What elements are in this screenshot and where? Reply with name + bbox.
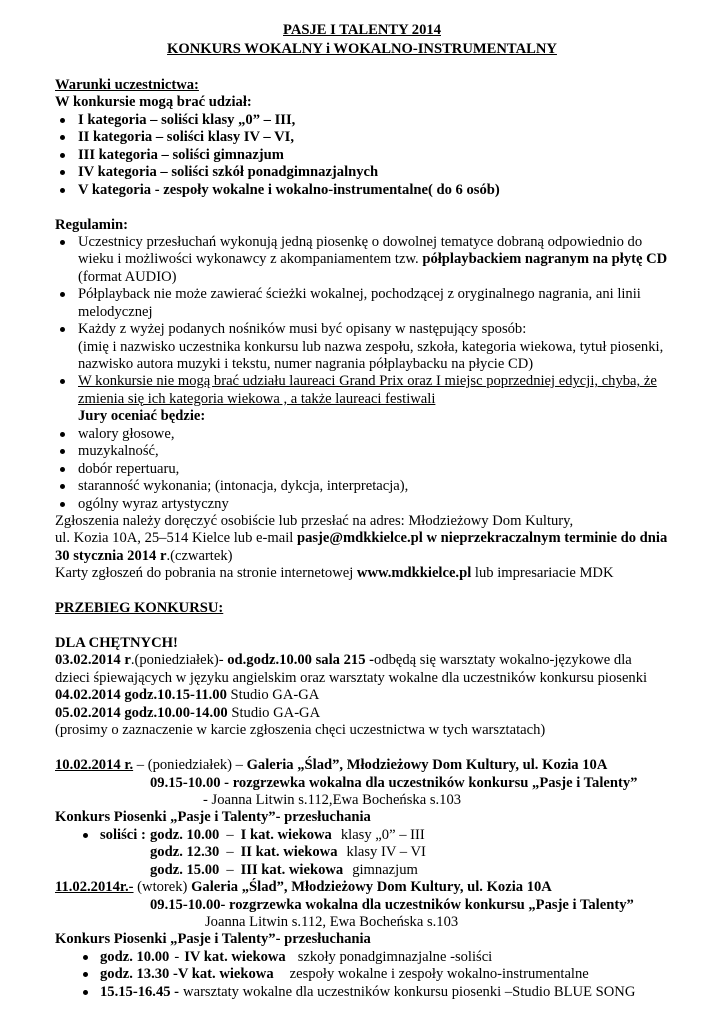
- bullet-icon: [83, 833, 88, 838]
- submission-intro: Zgłoszenia należy doręczyć osobiście lub przesłać na adres: Młodzieżowy Dom Kultury,: [55, 512, 574, 529]
- category-item: [55, 147, 724, 164]
- bullet-icon: [60, 432, 65, 437]
- rule-item: [55, 286, 724, 321]
- bullet-icon: [60, 467, 65, 472]
- slot-group: zespoły wokalne i zespoły wokalno-instrumentalne: [289, 966, 589, 983]
- jury-criterion: [55, 496, 724, 513]
- rule-text: melodycznej: [78, 303, 153, 320]
- bullet-icon: [60, 292, 65, 297]
- slot-time: godz. 10.00: [150, 826, 220, 843]
- deadline-weekday: .(czwartek): [166, 547, 233, 564]
- workshop-date: 03.02.2014 r: [55, 652, 131, 669]
- slot-time: godz. 15.00: [150, 861, 220, 878]
- bullet-icon: [60, 170, 65, 175]
- session-line: [55, 687, 724, 704]
- workshop-weekday: .(poniedziałek)-: [130, 652, 228, 669]
- bullet-icon: [60, 188, 65, 193]
- slot-group: szkoły ponadgimnazjalne -soliści: [297, 948, 493, 965]
- forms-text: Karty zgłoszeń do pobrania na stronie internetowej: [55, 565, 357, 582]
- day2-slot: [55, 966, 724, 983]
- rule-text: Każdy z wyżej podanych nośników musi być opisany w następujący sposób:: [78, 321, 527, 338]
- deadline-intro: w nieprzekraczalnym terminie do dnia: [422, 530, 668, 547]
- session-line: [55, 705, 724, 722]
- rule-text: nazwisko autora muzyki i tekstu, numer nagrania półplaybacku na płycie CD): [78, 356, 534, 372]
- jury-criterion-text: ogólny wyraz artystyczny: [78, 495, 229, 512]
- day1-weekday: – (poniedziałek) –: [133, 757, 247, 774]
- workshop-description: odbędą się warsztaty wokalno-językowe dla: [374, 652, 632, 669]
- rule-text-run: wieku i możliwości wykonawcy z akompaniamentem tzw.: [78, 251, 423, 268]
- submission-address: ul. Kozia 10A, 25–514 Kielce lub e-mail: [55, 530, 297, 547]
- rule-text: [78, 251, 724, 268]
- category-item: [55, 112, 724, 129]
- slot-dash: –: [226, 844, 234, 861]
- title-line: KONKURS WOKALNY i WOKALNO-INSTRUMENTALNY: [167, 40, 557, 57]
- forms-suffix: lub impresariacie MDK: [471, 565, 614, 582]
- day2-date: 11.02.2014r.-: [55, 879, 134, 896]
- slot-category: III kat. wiekowa: [240, 861, 344, 878]
- forms-line: [55, 565, 724, 582]
- workshop-line: [55, 652, 724, 669]
- day2-venue: Galeria „Ślad”, Młodzieżowy Dom Kultury, ul. Kozia 10A: [191, 879, 552, 896]
- day1-slot: [55, 827, 724, 844]
- contact-email-link[interactable]: pasje@mdkkielce.pl: [296, 530, 423, 547]
- website-link[interactable]: www.mdkkielce.pl: [356, 565, 472, 582]
- soloists-label: soliści :: [100, 826, 146, 843]
- category-text: I kategoria – soliści klasy „0” – III,: [78, 111, 296, 128]
- rule-text: zmienia się ich kategoria wiekowa , a także laureaci festiwali: [78, 390, 436, 407]
- session-when: 05.02.2014 godz.10.00-14.00: [55, 704, 228, 721]
- slot-category: IV kat. wiekowa: [184, 948, 286, 965]
- rule-text: W konkursie nie mogą brać udziału laureaci Grand Prix oraz I miejsc poprzedniej edycji, chyba, że: [78, 373, 657, 390]
- day2-auditions-heading: Konkurs Piosenki „Pasje i Talenty”- przesłuchania: [55, 931, 371, 948]
- slot-group: warsztaty wokalne dla uczestników konkursu piosenki –Studio BLUE SONG: [183, 983, 636, 1000]
- bullet-icon: [60, 118, 65, 123]
- rule-item: [55, 321, 724, 373]
- rule-item: [55, 234, 724, 286]
- day1-header: [55, 757, 724, 774]
- day1-auditions-heading: Konkurs Piosenki „Pasje i Talenty”- przesłuchania: [55, 809, 371, 826]
- slot-group: klasy IV – VI: [346, 844, 426, 861]
- jury-criterion-text: walory głosowe,: [78, 425, 175, 442]
- bullet-icon: [83, 955, 88, 960]
- conditions-heading: Warunki uczestnictwa:: [55, 77, 199, 93]
- day2-warmup: 09.15-10.00- rozgrzewka wokalna dla uczestników konkursu „Pasje i Talenty”: [150, 896, 634, 913]
- day1-warmup: 09.15-10.00 - rozgrzewka wokalna dla uczestników konkursu „Pasje i Talenty”: [150, 774, 638, 791]
- bullet-icon: [60, 240, 65, 245]
- rule-text: (format AUDIO): [78, 268, 177, 285]
- slot-category: I kat. wiekowa: [240, 826, 332, 843]
- bullet-icon: [60, 379, 65, 384]
- day2-weekday: (wtorek): [133, 879, 192, 896]
- category-text: III kategoria – soliści gimnazjum: [78, 146, 284, 163]
- day2-warmup-leaders: Joanna Litwin s.112, Ewa Bocheńska s.103: [205, 914, 459, 930]
- slot-time: 15.15-16.45 -: [100, 983, 180, 1000]
- optional-heading: DLA CHĘTNYCH!: [55, 635, 178, 651]
- document-title: [0, 21, 724, 58]
- bullet-icon: [83, 990, 88, 995]
- slot-time: godz. 10.00: [100, 948, 170, 965]
- day2-slot: [55, 984, 724, 1001]
- session-when: 04.02.2014 godz.10.15-11.00: [55, 687, 227, 704]
- deadline-line: [55, 548, 724, 565]
- category-item: [55, 164, 724, 181]
- bullet-icon: [60, 135, 65, 140]
- category-item: [55, 129, 724, 146]
- slot-time: godz. 12.30: [150, 844, 220, 861]
- rule-text: (imię i nazwisko uczestnika konkursu lub nazwa zespołu, szkoła, kategoria wiekowa, tytuł piosenki,: [78, 338, 664, 355]
- rule-item: [55, 373, 724, 408]
- day1-warmup-leaders: - Joanna Litwin s.112,Ewa Bocheńska s.103: [203, 791, 462, 808]
- submission-address-line: [55, 530, 724, 547]
- slot-category: II kat. wiekowa: [240, 844, 338, 861]
- jury-criterion-text: staranność wykonania; (intonacja, dykcja, interpretacja),: [78, 478, 409, 495]
- day1-date: 10.02.2014 r.: [55, 757, 134, 774]
- session-where: Studio GA-GA: [226, 687, 320, 704]
- bullet-icon: [60, 484, 65, 489]
- bullet-icon: [60, 153, 65, 158]
- slot-group: gimnazjum: [352, 861, 418, 878]
- jury-criterion: [55, 478, 724, 495]
- slot-dash: –: [226, 861, 234, 878]
- bullet-icon: [60, 449, 65, 454]
- bullet-icon: [60, 327, 65, 332]
- workshop-time-place: od.godz.10.00 sala 215 -: [227, 652, 375, 669]
- jury-criterion-text: muzykalność,: [78, 443, 159, 460]
- deadline-date: 30 stycznia 2014 r: [55, 547, 167, 564]
- workshop-description-line: dzieci śpiewających w języku angielskim oraz warsztaty wokalne dla uczestników konkursu piosenki: [55, 669, 648, 686]
- rule-text: Uczestnicy przesłuchań wykonują jedną piosenkę o dowolnej tematyce dobraną odpowiednio do: [78, 233, 643, 250]
- conditions-intro: W konkursie mogą brać udział:: [55, 94, 252, 111]
- category-text: IV kategoria – soliści szkół ponadgimnazjalnych: [78, 164, 379, 181]
- day2-header: [55, 879, 724, 896]
- day2-slot: [55, 949, 724, 966]
- slot-dash: -: [174, 948, 180, 965]
- jury-criterion-text: dobór repertuaru,: [78, 460, 180, 477]
- day1-slot: [55, 844, 724, 861]
- day1-venue: Galeria „Ślad”, Młodzieżowy Dom Kultury, ul. Kozia 10A: [246, 757, 608, 774]
- day1-slot: [55, 862, 724, 879]
- slot-dash: –: [226, 826, 234, 843]
- jury-heading: Jury oceniać będzie:: [78, 408, 206, 425]
- title-line: PASJE I TALENTY 2014: [283, 22, 441, 38]
- rule-emphasis: półplaybackiem nagranym na płytę CD: [422, 251, 668, 268]
- jury-criterion: [55, 443, 724, 460]
- schedule-heading: PRZEBIEG KONKURSU:: [55, 600, 224, 617]
- rules-heading: Regulamin:: [55, 216, 128, 233]
- session-where: Studio GA-GA: [227, 704, 321, 721]
- bullet-icon: [60, 502, 65, 507]
- slot-time: godz. 13.30 -V kat. wiekowa: [100, 966, 274, 983]
- bullet-icon: [83, 972, 88, 977]
- category-text: V kategoria - zespoły wokalne i wokalno-instrumentalne( do 6 osób): [78, 181, 500, 198]
- category-text: II kategoria – soliści klasy IV – VI,: [78, 129, 294, 146]
- jury-criterion: [55, 461, 724, 478]
- workshop-note: (prosimy o zaznaczenie w karcie zgłoszenia chęci uczestnictwa w tych warsztatach): [55, 722, 546, 739]
- jury-criterion: [55, 426, 724, 443]
- rule-text: Półplayback nie może zawierać ścieżki wokalnej, pochodzącej z oryginalnego nagrania, ani linii: [78, 286, 641, 303]
- category-item: [55, 182, 724, 199]
- slot-group: klasy „0” – III: [340, 826, 425, 843]
